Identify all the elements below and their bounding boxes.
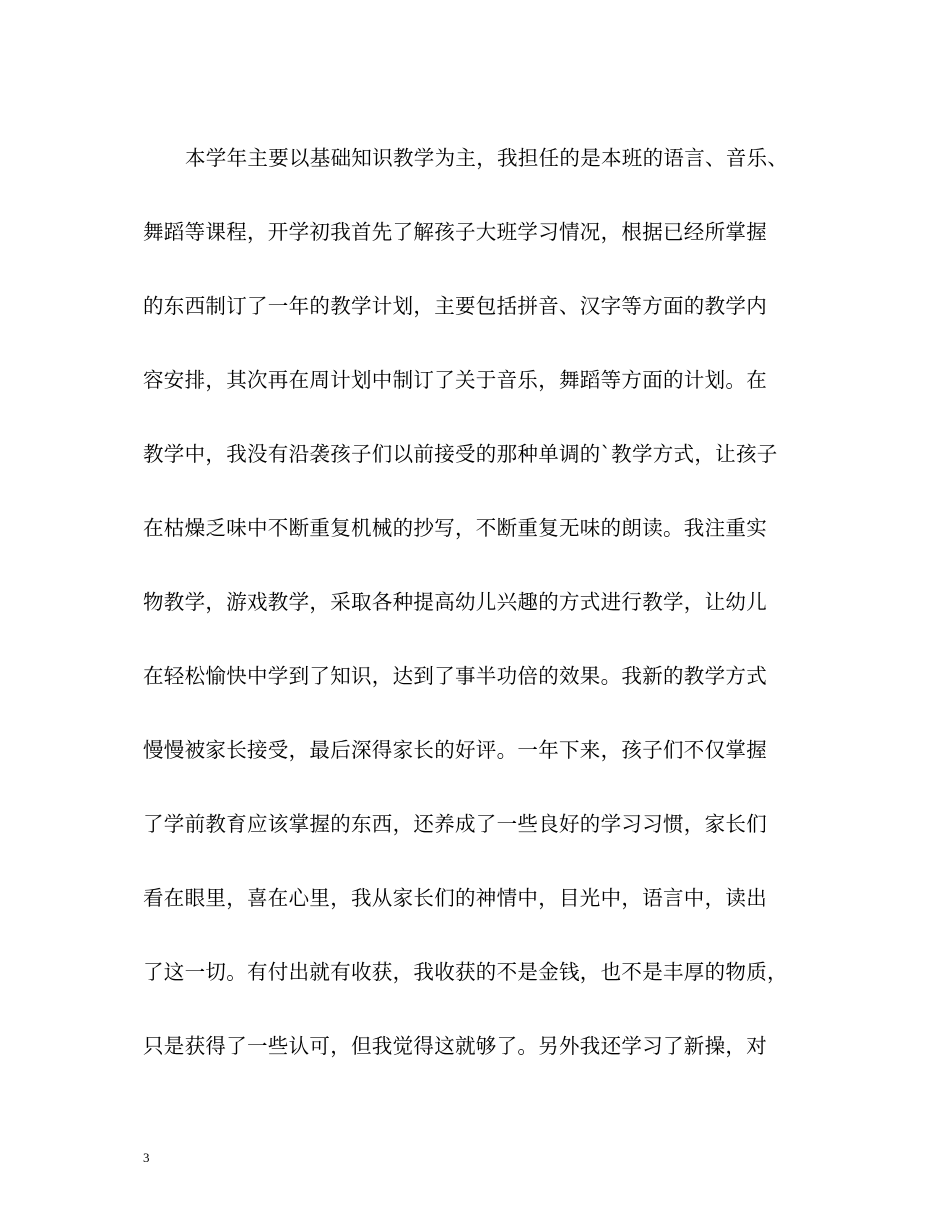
text-line-12: 了这一切。有付出就有收获，我收获的不是金钱，也不是丰厚的物质， bbox=[143, 960, 788, 984]
text-line-8: 在轻松愉快中学到了知识，达到了事半功倍的效果。我新的教学方式 bbox=[143, 664, 767, 688]
body-paragraph bbox=[143, 138, 813, 1100]
text-line-3: 的东西制订了一年的教学计划，主要包括拼音、汉字等方面的教学内 bbox=[143, 294, 767, 318]
text-line-7: 物教学，游戏教学，采取各种提高幼儿兴趣的方式进行教学，让幼儿 bbox=[143, 590, 767, 614]
text-line-10: 了学前教育应该掌握的东西，还养成了一些良好的学习习惯，家长们 bbox=[143, 812, 767, 836]
text-line-6: 在枯燥乏味中不断重复机械的抄写，不断重复无味的朗读。我注重实 bbox=[143, 516, 767, 540]
text-line-13: 只是获得了一些认可，但我觉得这就够了。另外我还学习了新操，对 bbox=[143, 1034, 767, 1058]
text-line-1: 本学年主要以基础知识教学为主，我担任的是本班的语言、音乐、 bbox=[185, 146, 789, 170]
text-line-2: 舞蹈等课程，开学初我首先了解孩子大班学习情况，根据已经所掌握 bbox=[143, 220, 767, 244]
text-line-11: 看在眼里，喜在心里，我从家长们的神情中，目光中，语言中，读出 bbox=[143, 886, 767, 910]
page-number: 3 bbox=[143, 1150, 150, 1165]
text-line-5: 教学中，我没有沿袭孩子们以前接受的那种单调的`教学方式，让孩子 bbox=[143, 442, 778, 466]
text-line-4: 容安排，其次再在周计划中制订了关于音乐，舞蹈等方面的计划。在 bbox=[143, 368, 767, 392]
text-line-9: 慢慢被家长接受，最后深得家长的好评。一年下来，孩子们不仅掌握 bbox=[143, 738, 767, 762]
